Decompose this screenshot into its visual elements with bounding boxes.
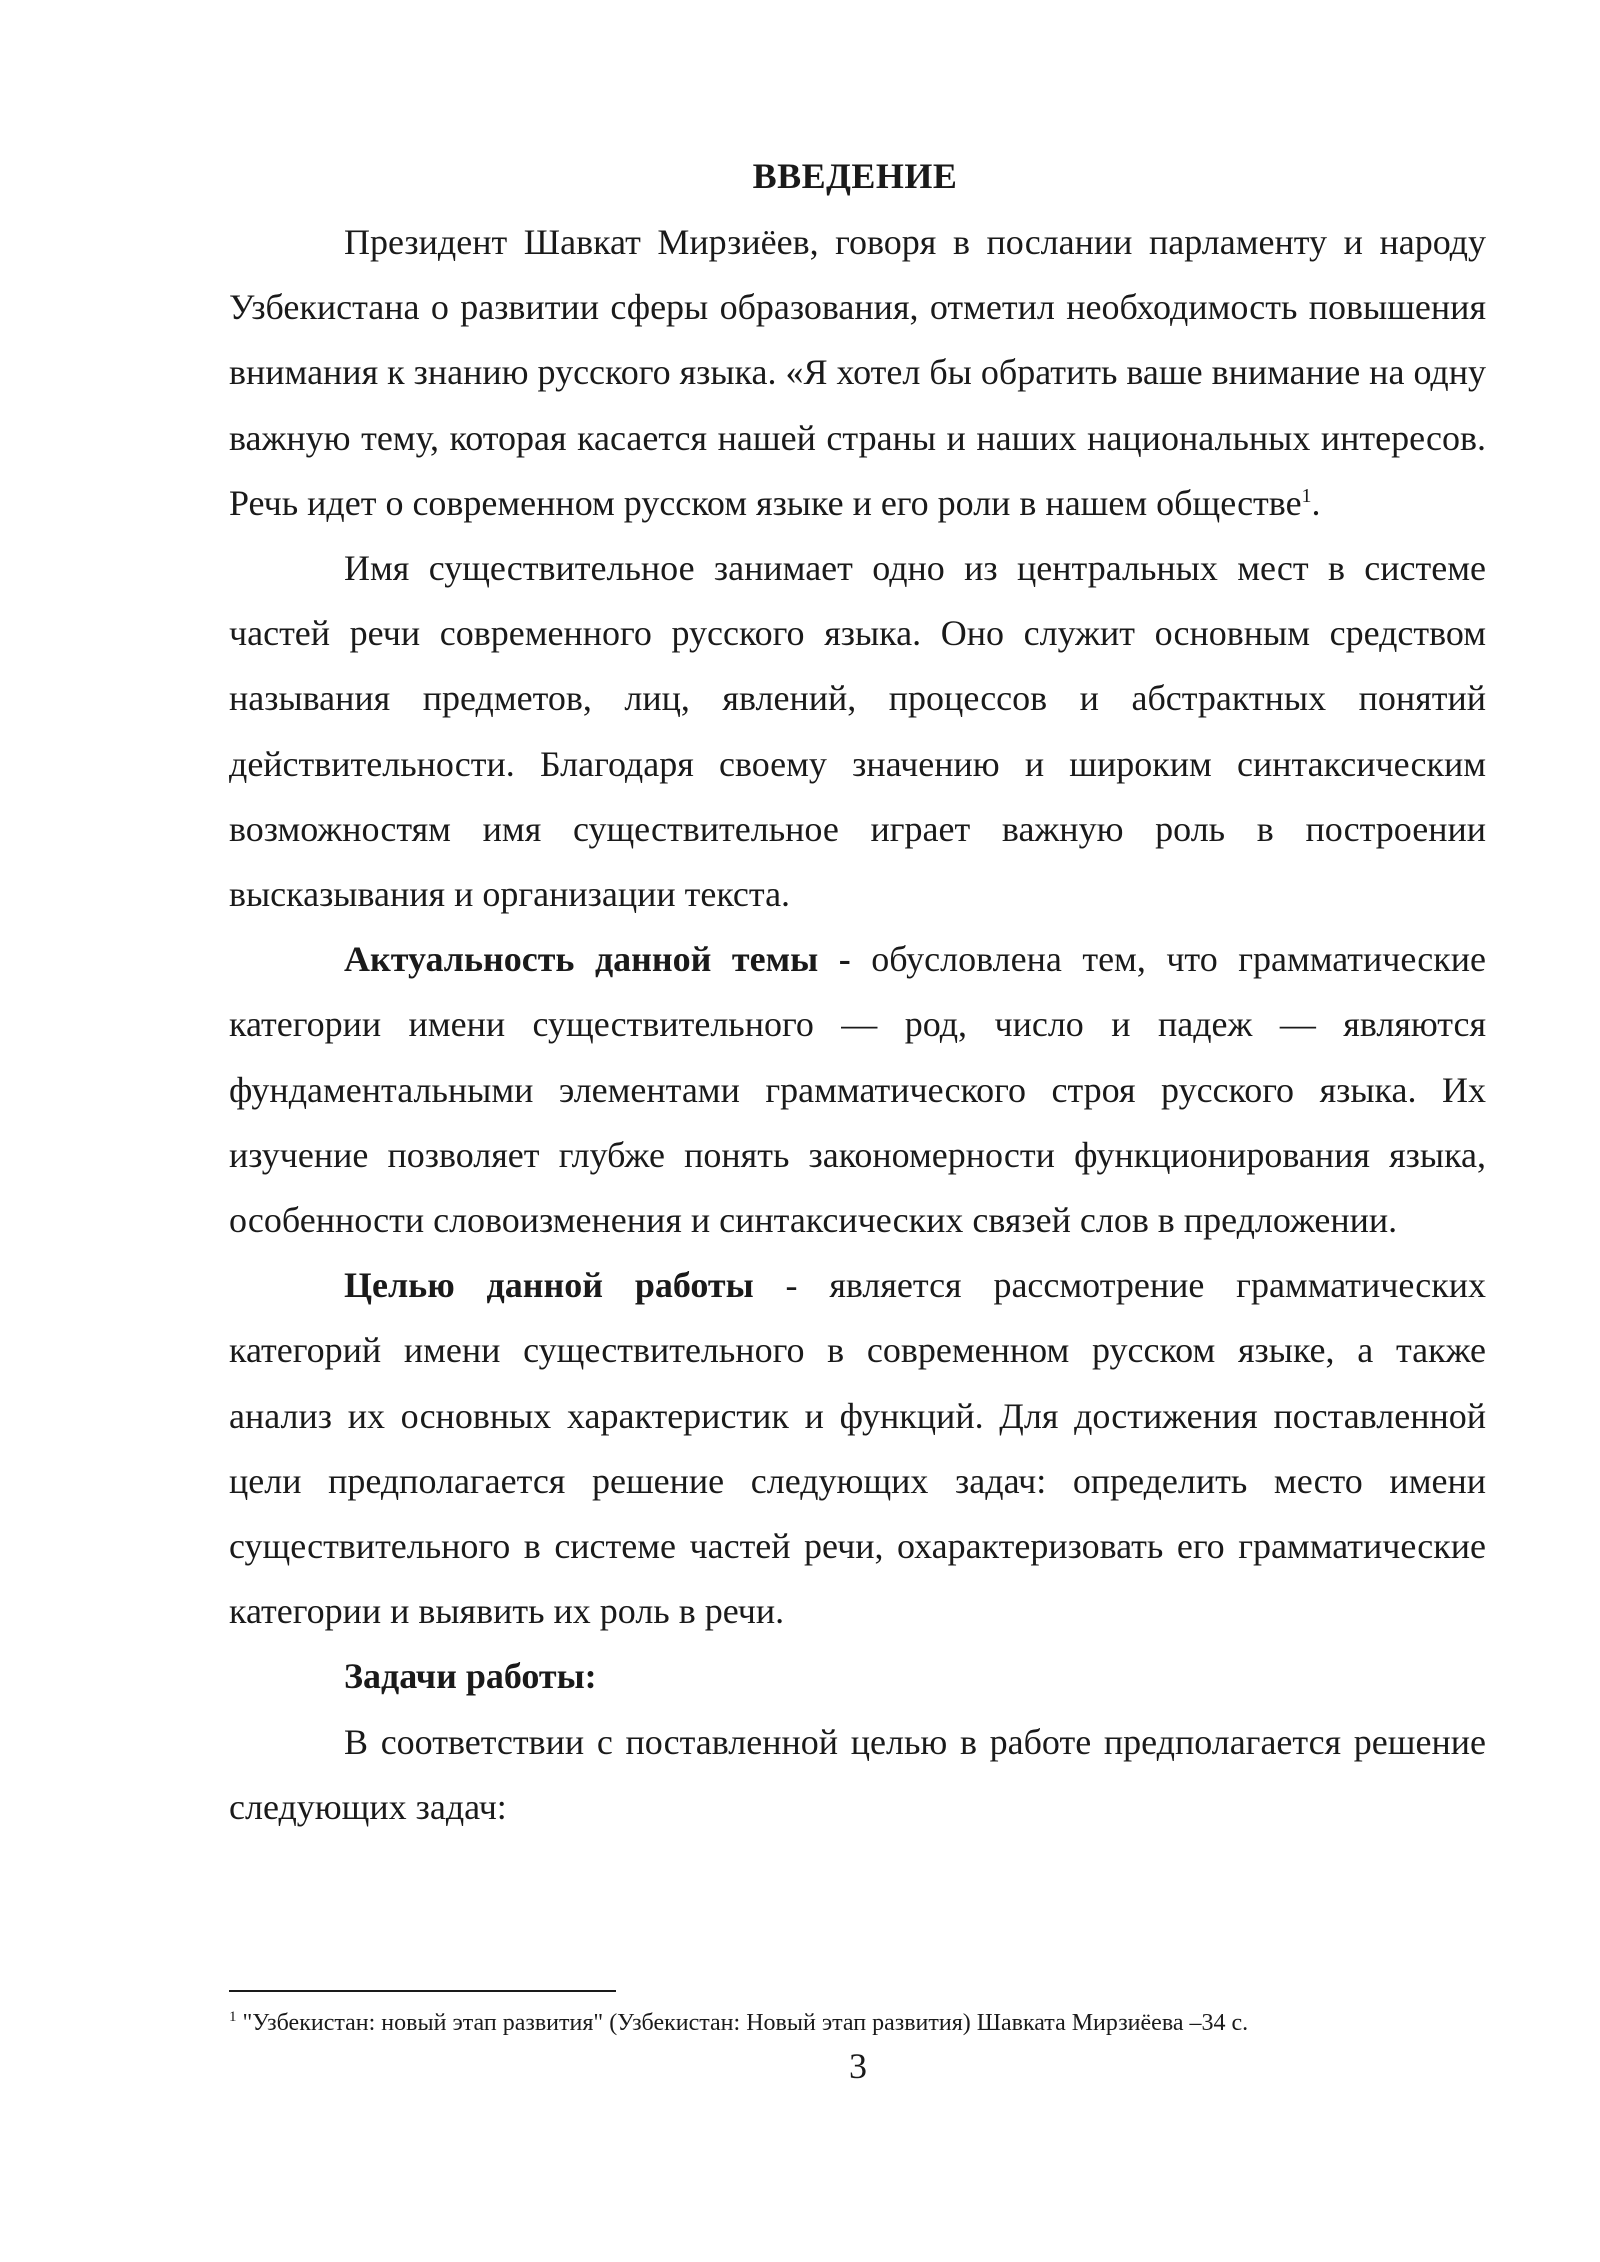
paragraph-text-end: . <box>1311 482 1321 523</box>
paragraph-goal <box>229 1253 1486 1644</box>
footnote-separator <box>229 1990 616 1992</box>
footnote-reference[interactable]: 1 <box>1301 484 1312 507</box>
paragraph-tasks-intro <box>229 1710 1486 1840</box>
page-number: 3 <box>849 2046 867 2086</box>
paragraph-president-quote <box>229 210 1486 536</box>
footnote-text: "Узбекистан: новый этап развития" (Узбекистан: Новый этап развития) Шавката Мирзиёева –34 с. <box>236 2010 1249 2036</box>
tasks-heading: Задачи работы: <box>344 1656 597 1697</box>
paragraph-text: В соответствии с поставленной целью в работе предполагается решение следующих задач: <box>229 1721 1486 1827</box>
paragraph-text: обусловлена тем, что грамматические категории имени существительного — род, число и падеж — являются фундаментальными элементами грамматического строя русского языка. Их изучение позволяет глубже понять закономерности функционирования языка, особенности словоизменения и синтаксических связей слов в предложении. <box>229 939 1486 1241</box>
goal-heading: Целью данной работы <box>344 1265 754 1306</box>
paragraph-noun-role <box>229 536 1486 927</box>
footnote-number: 1 <box>229 2009 237 2025</box>
body-text <box>229 210 1486 1840</box>
paragraph-text: Имя существительное занимает одно из центральных мест в системе частей речи современного русского языка. Оно служит основным средством называния предметов, лиц, явлений, процессов и абстрактных понятий действительности. Благодаря своему значению и широким синтаксическим возможностям имя существительное играет важную роль в построении высказывания и организации текста. <box>229 548 1486 915</box>
paragraph-relevance <box>229 927 1486 1253</box>
footnote <box>229 2007 1529 2039</box>
paragraph-text: - является рассмотрение грамматических категорий имени существительного в современном русском языке, а также анализ их основных характеристик и функций. Для достижения поставленной цели предполагается решение следующих задач: определить место имени существительного в системе частей речи, охарактеризовать его грамматические категории и выявить их роль в речи. <box>229 1265 1486 1632</box>
paragraph-tasks-heading <box>229 1644 1486 1709</box>
section-title: ВВЕДЕНИЕ <box>752 156 958 196</box>
paragraph-text: Президент Шавкат Мирзиёев, говоря в послании парламенту и народу Узбекистана о развитии сферы образования, отметил необходимость повышения внимания к знанию русского языка. «Я хотел бы обратить ваше внимание на одну важную тему, которая касается нашей страны и наших национальных интересов. Речь идет о современном русском языке и его роли в нашем обществе <box>229 222 1486 523</box>
relevance-heading: Актуальность данной темы - <box>344 939 851 980</box>
